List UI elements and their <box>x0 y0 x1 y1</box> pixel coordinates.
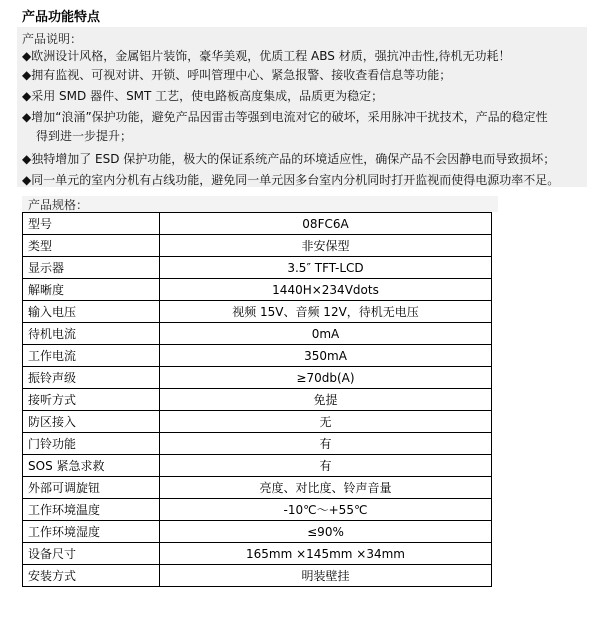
table-row <box>23 367 492 389</box>
spec-value: 亮度、对比度、铃声音量 <box>160 477 492 499</box>
spec-value: 165mm ×145mm ×34mm <box>160 543 492 565</box>
table-row <box>23 345 492 367</box>
spec-value: 视频 15V、音频 12V，待机无电压 <box>160 301 492 323</box>
feature-item <box>22 171 559 190</box>
table-row <box>23 565 492 587</box>
table-row <box>23 433 492 455</box>
table-row <box>23 521 492 543</box>
table-row <box>23 455 492 477</box>
table-row <box>23 477 492 499</box>
feature-item <box>22 66 451 85</box>
spec-value: 有 <box>160 433 492 455</box>
feature-text: ◆增加“浪涌”保护功能，避免产品因雷击等强到电流对它的破坏，采用脉冲干扰技术，产品的稳定性 <box>22 110 548 124</box>
spec-name: 安装方式 <box>23 565 160 587</box>
spec-name: 工作环境温度 <box>23 499 160 521</box>
feature-item <box>22 87 383 106</box>
table-row <box>23 411 492 433</box>
spec-name: 工作环境湿度 <box>23 521 160 543</box>
page-title: 产品功能特点 <box>22 10 101 25</box>
spec-name: 输入电压 <box>23 301 160 323</box>
table-row <box>23 235 492 257</box>
description-label: 产品说明： <box>22 32 83 46</box>
feature-text: ◆采用 SMD 器件、SMT 工艺，使电路板高度集成，品质更为稳定； <box>22 89 384 103</box>
spec-name: 防区接入 <box>23 411 160 433</box>
table-row <box>23 213 492 235</box>
spec-name: 工作电流 <box>23 345 160 367</box>
spec-name: 外部可调旋钮 <box>23 477 160 499</box>
specs-table <box>22 212 492 587</box>
spec-value: 3.5″ TFT-LCD <box>160 257 492 279</box>
feature-text: ◆拥有监视、可视对讲、开锁、呼叫管理中心、紧急报警、接收查看信息等功能； <box>22 68 452 82</box>
spec-value: 明装壁挂 <box>160 565 492 587</box>
spec-value: ≥70db(A) <box>160 367 492 389</box>
spec-name: 型号 <box>23 213 160 235</box>
spec-value: 350mA <box>160 345 492 367</box>
spec-name: 振铃声级 <box>23 367 160 389</box>
spec-value: 0mA <box>160 323 492 345</box>
spec-value: 有 <box>160 455 492 477</box>
spec-name: 门铃功能 <box>23 433 160 455</box>
feature-text-continued: 得到进一步提升； <box>36 129 133 143</box>
spec-name: SOS 紧急求救 <box>23 455 160 477</box>
spec-value: 免提 <box>160 389 492 411</box>
feature-item <box>22 108 548 146</box>
spec-name: 设备尺寸 <box>23 543 160 565</box>
spec-value: 无 <box>160 411 492 433</box>
table-row <box>23 389 492 411</box>
table-row <box>23 323 492 345</box>
feature-text: ◆欧洲设计风格，金属铝片装饰，豪华美观，优质工程 ABS 材质，强抗冲击性,待机无功耗！ <box>22 49 511 63</box>
feature-text: ◆独特增加了 ESD 保护功能，极大的保证系统产品的环境适应性，确保产品不会因静电而导致损坏； <box>22 152 556 166</box>
spec-name: 显示器 <box>23 257 160 279</box>
spec-value: 非安保型 <box>160 235 492 257</box>
table-row <box>23 279 492 301</box>
spec-name: 解晰度 <box>23 279 160 301</box>
feature-item <box>22 47 511 66</box>
table-row <box>23 543 492 565</box>
table-row <box>23 257 492 279</box>
spec-name: 待机电流 <box>23 323 160 345</box>
table-row <box>23 301 492 323</box>
spec-value: ≤90% <box>160 521 492 543</box>
feature-item <box>22 150 555 169</box>
spec-name: 类型 <box>23 235 160 257</box>
spec-name: 接听方式 <box>23 389 160 411</box>
spec-value: -10℃～+55℃ <box>160 499 492 521</box>
table-row <box>23 499 492 521</box>
spec-value: 1440H×234Vdots <box>160 279 492 301</box>
spec-value: 08FC6A <box>160 213 492 235</box>
feature-text: ◆同一单元的室内分机有占线功能，避免同一单元因多台室内分机同时打开监视而使得电源功率不足。 <box>22 173 560 187</box>
specs-label: 产品规格： <box>22 196 498 212</box>
